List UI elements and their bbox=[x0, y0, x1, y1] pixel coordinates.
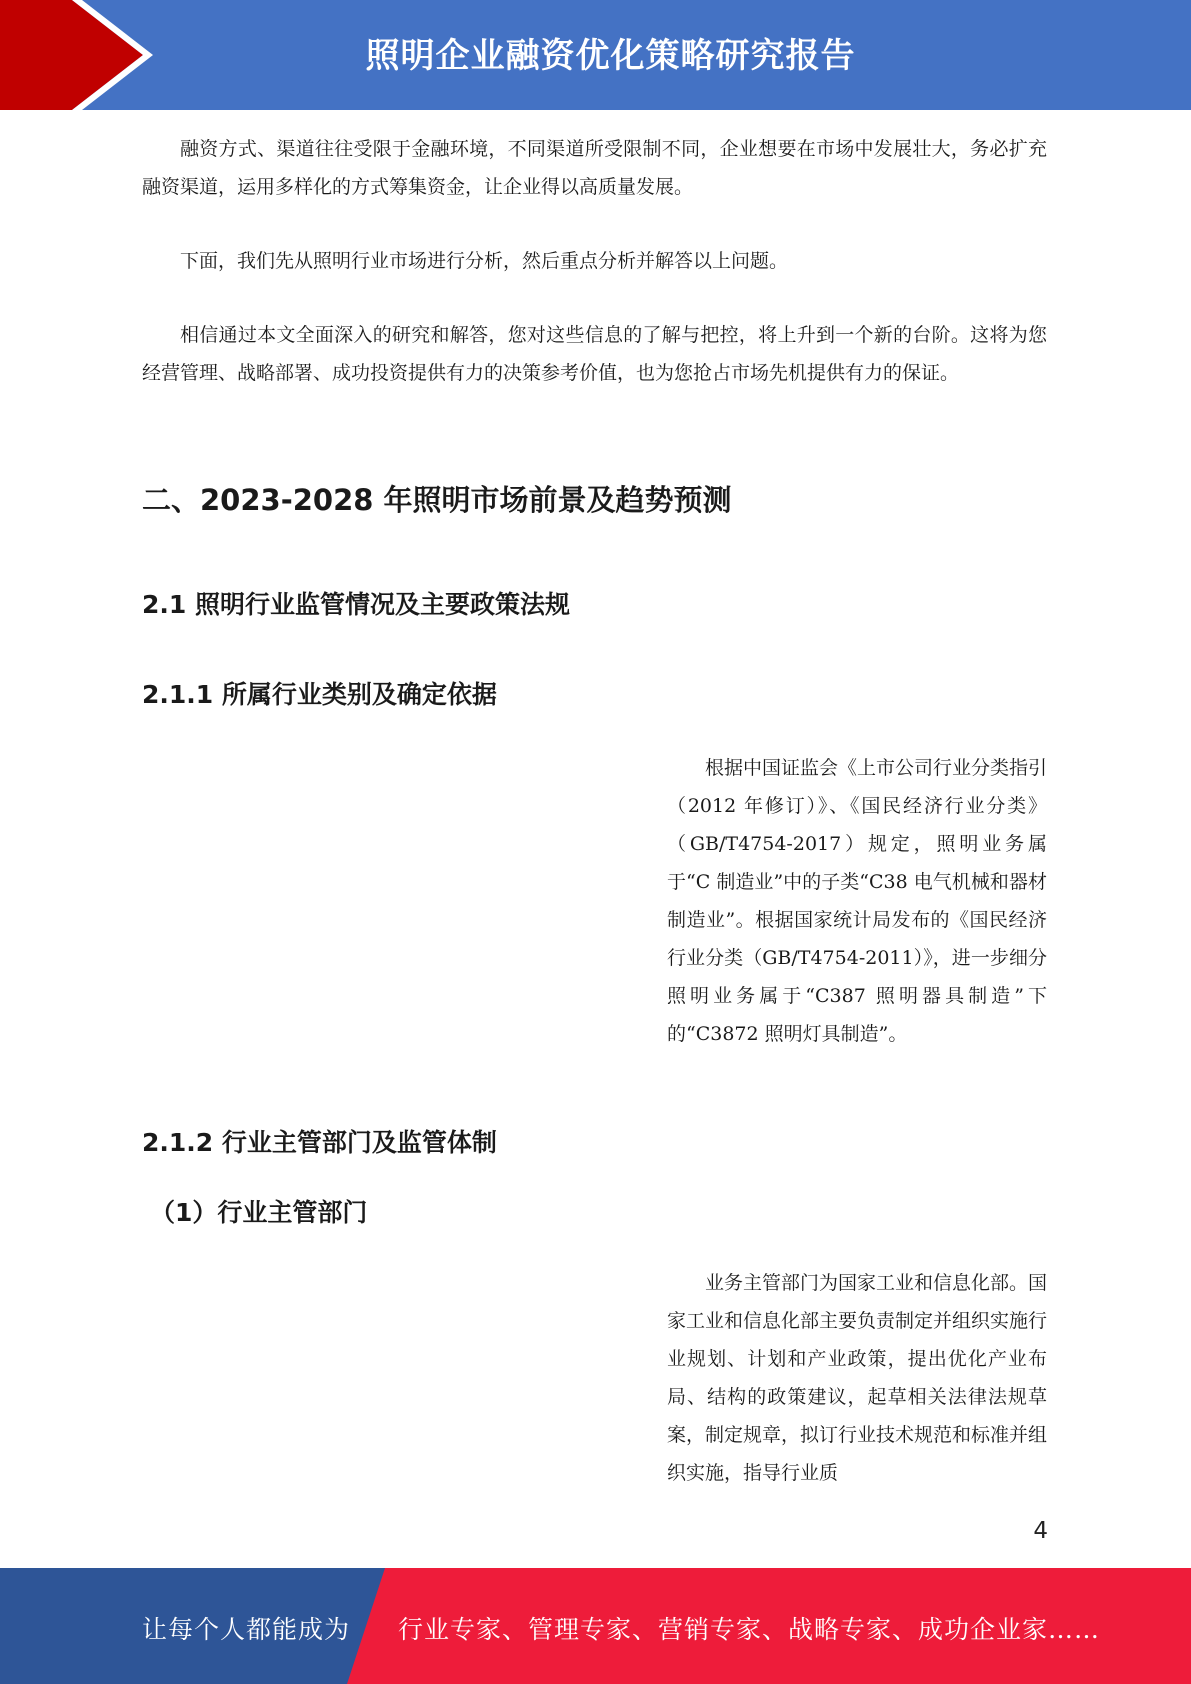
page-header bbox=[0, 0, 1191, 110]
page-footer bbox=[0, 1568, 1191, 1684]
section-2-1-heading: 2.1 照明行业监管情况及主要政策法规 bbox=[142, 590, 570, 619]
authority-subheading: （1）行业主管部门 bbox=[150, 1198, 368, 1227]
industry-classification-paragraph: 根据中国证监会《上市公司行业分类指引（2012 年修订）》、《国民经济行业分类》（GB/T4754-2017）规定，照明业务属于“C 制造业”中的子类“C38 电气机械和器材制造业”。根据国家统计局发布的《国民经济行业分类（GB/T4754-2011）》，进一步细分照明业务属于“C387 照明器具制造”下的“C3872 照明灯具制造”。 bbox=[667, 757, 1048, 1045]
footer-slogan-left: 让每个人都能成为 bbox=[142, 1615, 351, 1644]
intro-section bbox=[142, 130, 1047, 428]
intro-paragraph: 下面，我们先从照明行业市场进行分析，然后重点分析并解答以上问题。 bbox=[180, 250, 789, 272]
section-2-1-2-heading: 2.1.2 行业主管部门及监管体制 bbox=[142, 1128, 497, 1157]
intro-paragraph: 相信通过本文全面深入的研究和解答，您对这些信息的了解与把控，将上升到一个新的台阶。这将为您经营管理、战略部署、成功投资提供有力的决策参考价值，也为您抢占市场先机提供有力的保证。 bbox=[142, 324, 1047, 384]
page-number: 4 bbox=[1033, 1518, 1048, 1544]
report-title: 照明企业融资优化策略研究报告 bbox=[365, 36, 856, 76]
section-2-1-1-heading: 2.1.1 所属行业类别及确定依据 bbox=[142, 680, 497, 709]
intro-paragraph: 融资方式、渠道往往受限于金融环境，不同渠道所受限制不同，企业想要在市场中发展壮大，务必扩充融资渠道，运用多样化的方式筹集资金，让企业得以高质量发展。 bbox=[142, 138, 1047, 198]
authority-paragraph: 业务主管部门为国家工业和信息化部。国家工业和信息化部主要负责制定并组织实施行业规划、计划和产业政策，提出优化产业布局、结构的政策建议，起草相关法律法规草案，制定规章，拟订行业技术规范和标准并组织实施，指导行业质 bbox=[667, 1272, 1047, 1484]
chapter-2-heading: 二、2023-2028 年照明市场前景及趋势预测 bbox=[142, 483, 732, 517]
footer-slogan-right: 行业专家、管理专家、营销专家、战略专家、成功企业家…… bbox=[398, 1615, 1101, 1644]
